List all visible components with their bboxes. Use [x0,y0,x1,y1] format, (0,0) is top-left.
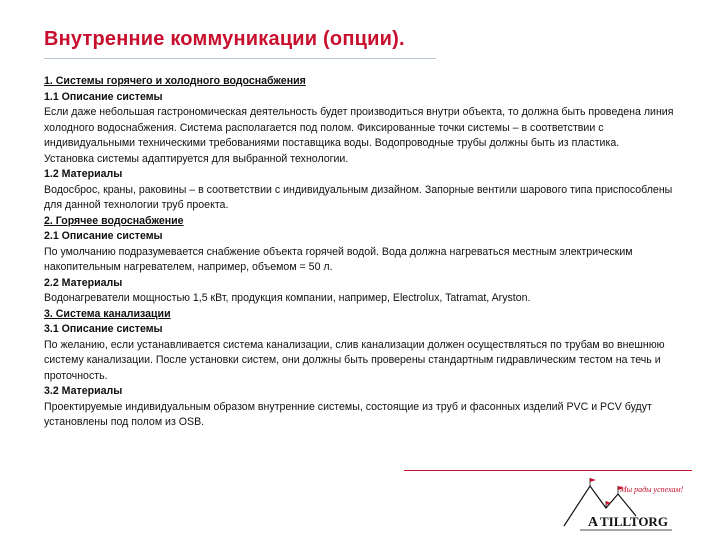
section-2-1-text: По умолчанию подразумевается снабжение объекта горячей водой. Вода должна нагреваться местным электрическим накопительным нагревателем, например, объемом = 50 л. [44,245,633,273]
document-body [44,74,684,431]
section-2-2-text: Водонагреватели мощностью 1,5 кВт, продукция компании, например, Electrolux, Tatramat, Aryston. [44,292,531,304]
section-1-2-text: Водосброс, краны, раковины – в соответствии с индивидуальным дизайном. Запорные вентили шарового типа приспособлены для данной технологии труб проекта. [44,183,673,211]
logo-initial: A [588,515,599,530]
logo-slogan: Мы рады успехам! [620,485,684,494]
page-title: Внутренние коммуникации (опции). [44,28,405,50]
section-1-1-text-2: Установка системы адаптируется для выбранной технологии. [44,152,349,165]
section-3-1-heading: 3.1 Описание системы [44,323,163,335]
section-2-heading: 2. Горячее водоснабжение [44,214,184,227]
title-divider [44,58,436,59]
section-1-2-heading: 1.2 Материалы [44,168,123,180]
section-1-heading: 1. Системы горячего и холодного водоснабжения [44,75,306,87]
section-2-1-heading: 2.1 Описание системы [44,230,163,242]
logo-brand: TILLTORG [600,514,668,529]
section-3-2-heading: 3.2 Материалы [44,385,123,397]
tilltorg-logo [560,476,700,538]
section-1-1-text: Если даже небольшая гастрономическая деятельность будет производиться внутри объекта, то должна быть проведена линия холодного водоснабжения. Система располагается под полом. Фиксированные точки системы – в соответствии с индивидуальными техническими требованиями поставщика воды. Водопроводные трубы должны быть из пластика. [44,106,674,149]
footer-divider [404,470,692,471]
section-3-2-text: Проектируемые индивидуальным образом внутренние системы, состоящие из труб и фасонных изделий PVC и PCV будут установлены под полом из OSB. [44,400,652,428]
section-2-2-heading: 2.2 Материалы [44,276,123,289]
section-3-heading: 3. Система канализации [44,307,171,320]
section-3-1-text: По желанию, если устанавливается система канализации, слив канализации должен осуществляться по трубам во внешнюю систему канализации. После установки систем, они должны быть проверены стандартным гидравлическим тестом на течь и проточность. [44,338,665,382]
section-1-1-heading: 1.1 Описание системы [44,90,163,103]
